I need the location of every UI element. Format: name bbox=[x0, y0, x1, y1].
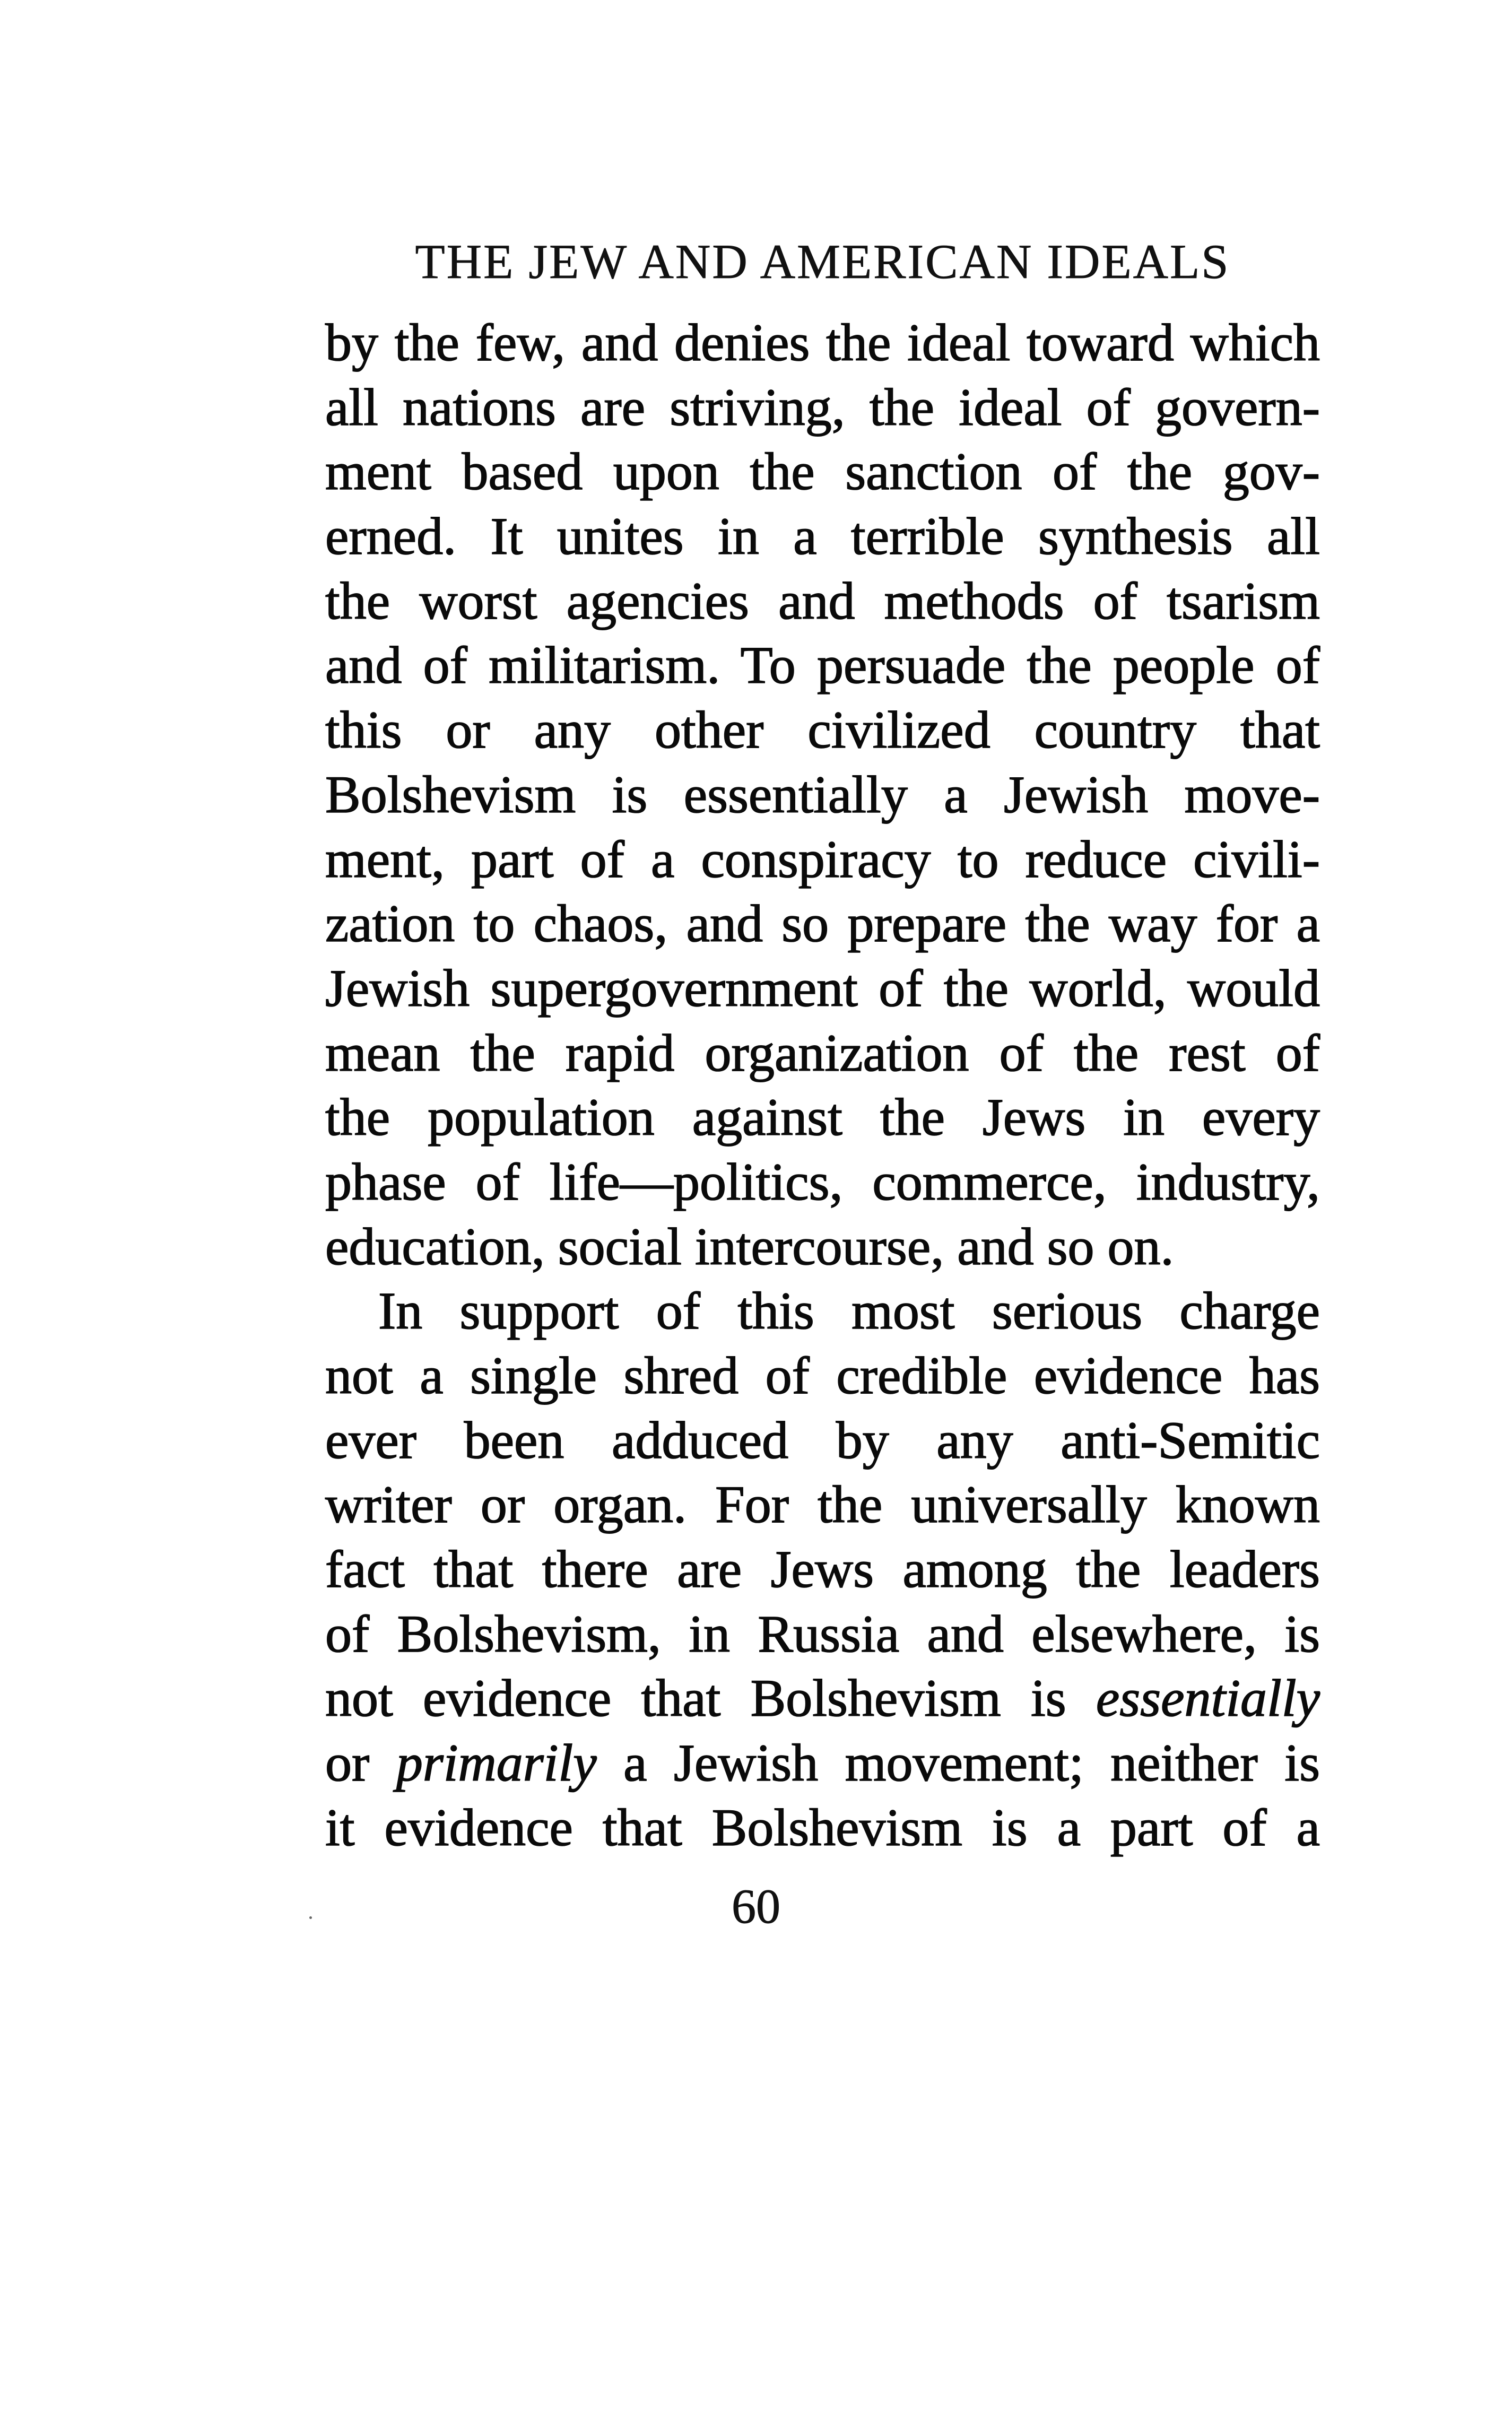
text-segment: Jewish supergovernment of the world, would bbox=[325, 958, 1320, 1018]
text-segment: not evidence that Bolshevism is bbox=[325, 1669, 1096, 1728]
text-segment: Bolshevism is essentially a Jewish move- bbox=[325, 765, 1320, 824]
text-line bbox=[325, 956, 1320, 1021]
text-line bbox=[325, 891, 1320, 956]
text-segment: and of militarism. To persuade the people of bbox=[325, 636, 1320, 695]
text-line bbox=[325, 1343, 1320, 1408]
text-segment: of Bolshevism, in Russia and elsewhere, is bbox=[325, 1604, 1320, 1663]
text-line bbox=[325, 310, 1320, 375]
text-segment: ever been adduced by any anti-Semitic bbox=[325, 1410, 1320, 1470]
text-line bbox=[325, 1795, 1320, 1860]
text-line bbox=[325, 1408, 1320, 1473]
text-segment: In support of this most serious charge bbox=[378, 1281, 1320, 1341]
text-segment: zation to chaos, and so prepare the way for a bbox=[325, 894, 1320, 953]
text-line bbox=[325, 1537, 1320, 1602]
text-line bbox=[325, 375, 1320, 440]
text-segment: erned. It unites in a terrible synthesis all bbox=[325, 507, 1320, 566]
text-segment: it evidence that Bolshevism is a part of a bbox=[325, 1798, 1320, 1857]
text-segment: the population against the Jews in every bbox=[325, 1088, 1320, 1147]
text-line bbox=[325, 1472, 1320, 1537]
text-segment: not a single shred of credible evidence has bbox=[325, 1346, 1320, 1405]
text-line bbox=[325, 1602, 1320, 1666]
text-line bbox=[325, 698, 1320, 762]
text-line bbox=[325, 1731, 1320, 1795]
text-line bbox=[325, 504, 1320, 569]
text-line bbox=[325, 762, 1320, 827]
text-segment: writer or organ. For the universally known bbox=[325, 1475, 1320, 1534]
text-line bbox=[325, 1279, 1320, 1343]
text-segment: fact that there are Jews among the leaders bbox=[325, 1540, 1320, 1599]
text-line bbox=[325, 633, 1320, 698]
text-line bbox=[325, 1214, 1320, 1279]
text-segment: education, social intercourse, and so on. bbox=[325, 1217, 1174, 1276]
text-line bbox=[325, 569, 1320, 633]
text-segment: this or any other civilized country that bbox=[325, 700, 1320, 760]
text-segment: ment based upon the sanction of the gov- bbox=[325, 442, 1320, 501]
text-segment: ment, part of a conspiracy to reduce civili- bbox=[325, 829, 1320, 889]
body-text bbox=[325, 310, 1320, 1860]
text-line bbox=[325, 827, 1320, 892]
running-head: THE JEW AND AMERICAN IDEALS bbox=[415, 235, 1230, 289]
text-line bbox=[325, 1021, 1320, 1086]
italic-text: primarily bbox=[396, 1733, 597, 1793]
text-segment: by the few, and denies the ideal toward which bbox=[325, 313, 1320, 372]
text-segment: all nations are striving, the ideal of govern- bbox=[325, 377, 1320, 437]
scan-speck bbox=[309, 1916, 312, 1919]
page-number: 60 bbox=[732, 1879, 780, 1933]
text-line bbox=[325, 1085, 1320, 1150]
text-line bbox=[325, 439, 1320, 504]
text-segment: or bbox=[325, 1733, 396, 1793]
text-segment: the worst agencies and methods of tsarism bbox=[325, 571, 1320, 630]
italic-text: essentially bbox=[1096, 1669, 1320, 1728]
text-segment: mean the rapid organization of the rest of bbox=[325, 1023, 1320, 1082]
text-segment: phase of life—politics, commerce, industry, bbox=[325, 1152, 1320, 1211]
text-segment: a Jewish movement; neither is bbox=[596, 1733, 1320, 1793]
text-line bbox=[325, 1150, 1320, 1214]
text-line bbox=[325, 1666, 1320, 1731]
